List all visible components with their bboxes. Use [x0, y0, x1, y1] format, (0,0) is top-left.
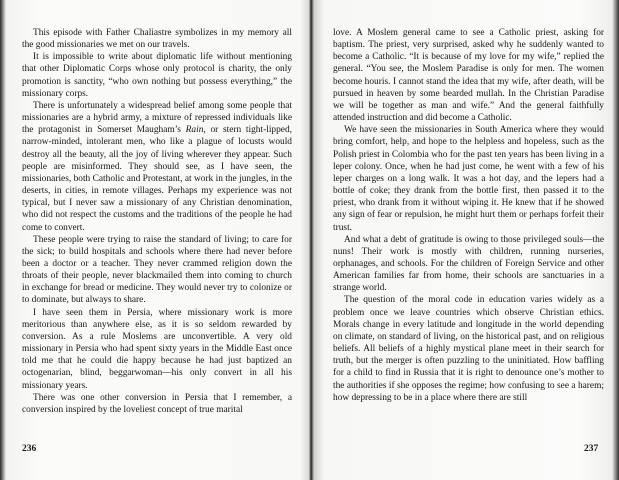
page-number-right: 237	[584, 444, 599, 454]
paragraph: I have seen them in Persia, where missionary work is more meritorious than anywhere else, as it is so seldom rewarded by conversion. As a rule Moslems are unconvertible. A very old missionary in Persia who had spent sixty years in the Middle East once told me that he could die happy because he had just baptized an octogenarian, blind, beggarwoman—his only convert in all his missionary years.	[22, 307, 292, 391]
paragraph: We have seen the missionaries in South America where they would bring comfort, help, and hope to the helpless and hopeless, such as the Polish priest in Colombia who for the past ten years has been living in a leper colony. Once, when he had just come, he went with a few of his leper charges on a long walk. It was a hot day, and the lepers had a bottle of coke; they drank from the bottle first, then passed it to the priest, who drank from it without wiping it. He knew that if he showed any sign of fear or repulsion, he might hurt them or perhaps forfeit their trust.	[333, 125, 604, 233]
paragraph-text: , or stern tight-lipped, narrow-minded, intolerant men, who like a plague of locusts would destroy all the beauty, all the joy of living wherever they appear. Such people are misinformed. They should see, as I have seen, the missionaries, both Catholic and Protestant, at work in the jungles, in the deserts, in cities, in remote villages. Perhaps my experience was not typical, but I never saw a missionary of any Christian denomination, who did not respect the customs and the traditions of the people he had come to convert.	[22, 125, 292, 233]
paragraph: These people were trying to raise the standard of living; to care for the sick; to build hospitals and schools where there had never before been a doctor or a teacher. They never crammed religion down the throats of their people, never blackmailed them into coming to church in exchange for bread or medicine. They would never try to colonize or to dominate, but always to share.	[22, 234, 292, 306]
paragraph	[22, 100, 292, 234]
right-page-text	[333, 27, 604, 404]
paragraph: This episode with Father Chaliastre symbolizes in my memory all the good missionaries we met on our travels.	[22, 28, 292, 51]
paragraph: love. A Moslem general came to see a Catholic priest, asking for baptism. The priest, very surprised, asked why he suddenly wanted to become a Catholic. “It is because of my love for my wife,” replied the general. “You see, the Moslem Paradise is only for men. The women become houris. I cannot stand the idea that my wife, after death, will be pursued in heaven by some bearded mullah. In the Christian Paradise we will be together as man and wife.” And the general faithfully attended instruction and did become a Catholic.	[333, 28, 604, 124]
paragraph: There was one other conversion in Persia that I remember, a conversion inspired by the loveliest concept of true marital	[22, 392, 292, 415]
paragraph: And what a debt of gratitude is owing to those privileged souls—the nuns! Their work is mostly with children, running nurseries, orphanages, and schools. For the children of Foreign Service and other American families far from home, their schools are sanctuaries in a strange world.	[333, 234, 604, 294]
paragraph: The question of the moral code in education varies widely as a problem once we leave countries which observe Christian ethics. Morals change in every latitude and longitude in the world depending on climate, on standard of living, on the historical past, and on religious beliefs. All beliefs of a highly mystical plane meet in their search for truth, but the merger is often puzzling to the uninitiated. How baffling for a child to find in Russia that it is right to denounce one’s mother to the authorities if she opposes the regime; how confusing to see a harem; how depressing to be in a place where there are still	[333, 295, 604, 403]
book-title-rain: Rain	[185, 125, 204, 136]
paragraph-text: There is unfortunately a widespread belief among some people that missionaries are a hybrid army, a mixture of repressed individuals like the protagonist in Somerset Maugham’s	[22, 100, 292, 136]
left-page-text	[22, 27, 292, 416]
paragraph: It is impossible to write about diplomatic life without mentioning that other Diplomatic Corps whose only protocol is charity, the only promotion is sanctity, “who own nothing but possess everything,” the missionary corps.	[22, 52, 292, 99]
page-number-left: 236	[22, 444, 37, 454]
